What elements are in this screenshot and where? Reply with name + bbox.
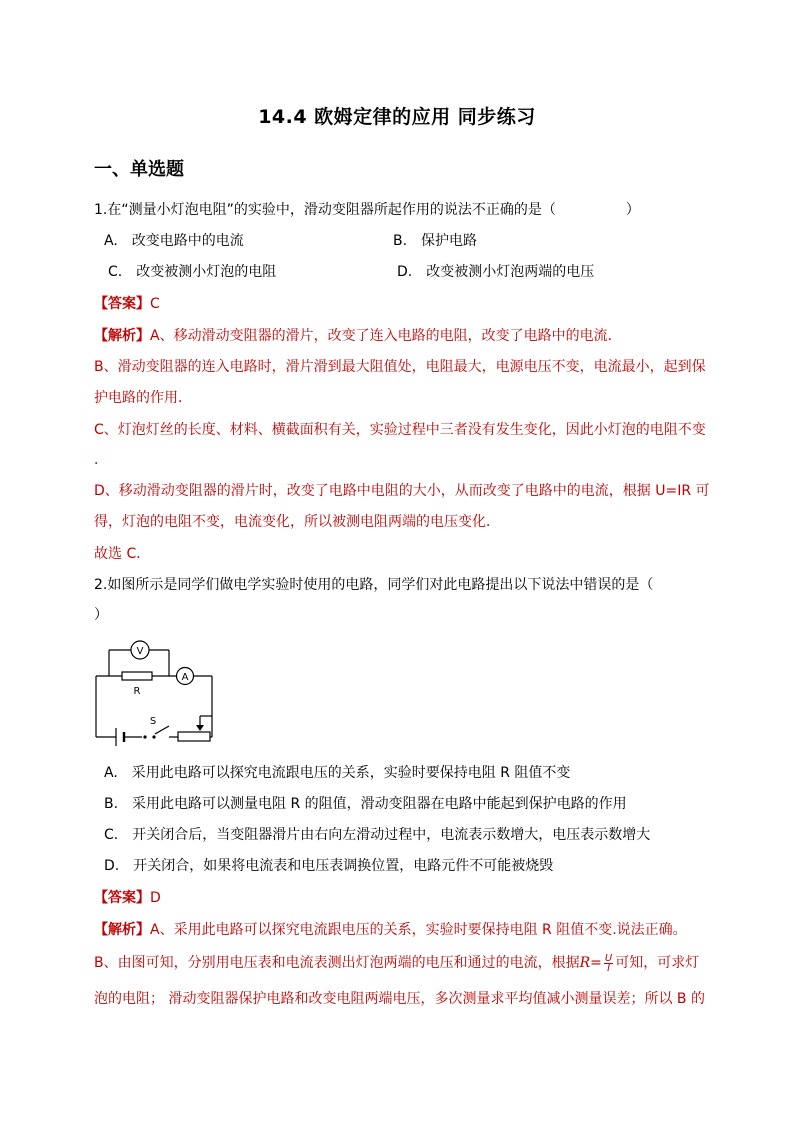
question-2-analysis-line [94, 953, 699, 973]
question-2-option-c: C. 开关闭合后，当变阻器滑片由右向左滑动过程中，电流表示数增大，电压表示数增大 [104, 827, 651, 843]
circuit-diagram [90, 636, 220, 748]
question-1-analysis-line: 得，灯泡的电阻不变，电流变化，所以被测电阻两端的电压变化． [94, 514, 500, 530]
analysis-text: 可知，可求灯 [615, 955, 700, 971]
question-2-option-b: B. 采用此电路可以测量电阻 R 的阻值，滑动变阻器在电路中能起到保护电路的作用 [104, 796, 627, 812]
answer-value: D [150, 890, 161, 906]
analysis-tag: 【解析】 [94, 328, 150, 344]
switch-icon [143, 735, 146, 738]
slider-arrow-icon [196, 725, 204, 731]
question-1-stem: 1.在“测量小灯泡电阻”的实验中，滑动变阻器所起作用的说法不正确的是（ ） [94, 202, 640, 218]
question-1-option-a: A. 改变电路中的电流 [104, 233, 244, 249]
question-1-analysis-line: D、移动滑动变阻器的滑片时，改变了电路中电阻的大小，从而改变了电路中的电流，根据 U=IR 可 [94, 483, 710, 499]
answer-tag: 【答案】 [94, 296, 150, 312]
formula-fraction [604, 954, 613, 973]
question-2-answer [94, 888, 161, 908]
answer-value: C [150, 296, 160, 312]
question-1-option-d: D. 改变被测小灯泡两端的电压 [397, 264, 595, 280]
formula-lhs: R [579, 955, 591, 971]
question-1-answer [94, 294, 160, 314]
switch-icon [152, 735, 155, 738]
formula-numerator: U [604, 952, 613, 964]
question-1-analysis-line: 护电路的作用． [94, 390, 192, 406]
resistor-label: R [133, 686, 141, 697]
resistor-icon [122, 672, 152, 680]
switch-label: S [149, 716, 157, 727]
question-1-analysis-line: C、灯泡灯丝的长度、材料、横截面积有关，实验过程中三者没有发生变化，因此小灯泡的电阻不变 [94, 422, 706, 438]
analysis-text: B、由图可知，分别用电压表和电流表测出灯泡两端的电压和通过的电流，根据 [94, 955, 580, 971]
answer-tag: 【答案】 [94, 890, 150, 906]
analysis-tag: 【解析】 [94, 922, 150, 938]
question-2-analysis-line: 泡的电阻； 滑动变阻器保护电路和改变电阻两端电压，多次测量求平均值减小测量误差；所以 B 的 [94, 991, 705, 1007]
question-2-stem: 2.如图所示是同学们做电学实验时使用的电路，同学们对此电路提出以下说法中错误的是（ [94, 577, 654, 593]
question-1-analysis-line: 故选 C． [94, 546, 151, 562]
question-2-stem-continued: ） [94, 607, 108, 623]
page-title: 14.4 欧姆定律的应用 同步练习 [258, 106, 536, 128]
rheostat-icon [178, 732, 210, 741]
question-1-option-c: C. 改变被测小灯泡的电阻 [108, 264, 277, 280]
question-1-analysis-line: ． [94, 452, 108, 468]
voltmeter-label: V [136, 646, 144, 657]
analysis-text: A、采用此电路可以探究电流跟电压的关系，实验时要保持电阻 R 阻值不变.说法正确。 [150, 922, 687, 938]
question-2-option-d: D. 开关闭合，如果将电流表和电压表调换位置，电路元件不可能被烧毁 [104, 858, 554, 874]
ammeter-label: A [181, 672, 189, 683]
question-2-option-a: A. 采用此电路可以探究电流跟电压的关系，实验时要保持电阻 R 阻值不变 [104, 765, 571, 781]
question-1-option-b: B. 保护电路 [393, 233, 478, 249]
section-heading: 一、单选题 [94, 159, 184, 180]
question-1-analysis-line: B、滑动变阻器的连入电路时，滑片滑到最大阻值处，电阻最大，电源电压不变，电流最小，起到保 [94, 359, 706, 375]
formula-eq: = [590, 955, 602, 971]
formula-denominator: I [607, 962, 611, 974]
analysis-text: A、移动滑动变阻器的滑片，改变了连入电路的电阻，改变了电路中的电流． [150, 328, 622, 344]
question-1-analysis-line [94, 326, 622, 346]
question-2-analysis-line [94, 920, 687, 940]
